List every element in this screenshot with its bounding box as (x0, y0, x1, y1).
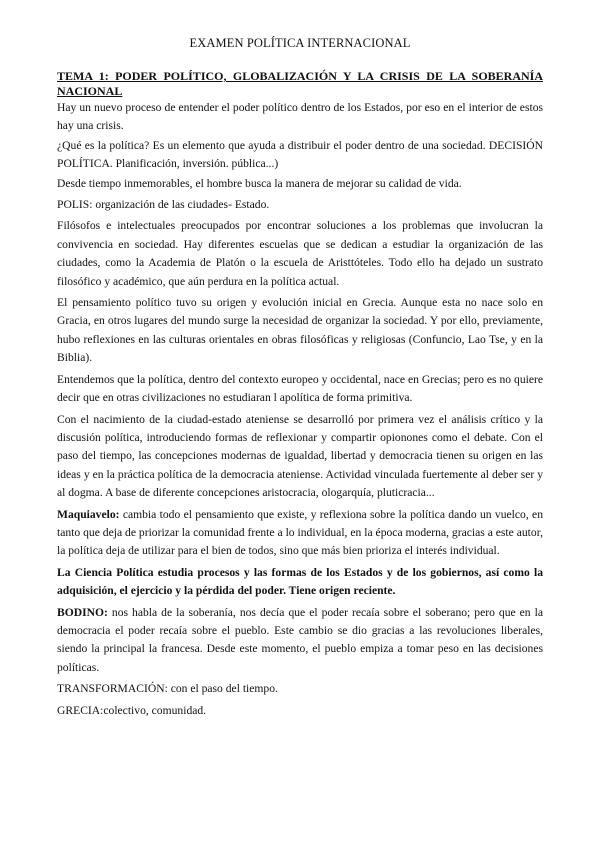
paragraph-text: cambia todo el pensamiento que existe, y reflexiona sobre la política dando un vuelco, en tanto que deja de priorizar la comunidad frente a lo individual, en la época moderna, gracias a este autor, la política deja de utilizar para el bien de todos, sino que más bien prioriza el interés individual. (57, 507, 543, 558)
paragraph (57, 680, 543, 698)
document-body (57, 69, 543, 723)
section-heading: TEMA 1: PODER POLÍTICO, GLOBALIZACIÓN Y LA CRISIS DE LA SOBERANÍA NACIONAL (57, 69, 543, 98)
paragraph-text: Filósofos e intelectuales preocupados por encontrar soluciones a los problemas que involucran la convivencia en sociedad. Hay diferentes escuelas que se dedican a estudiar la organización de las ciudades, como la Academia de Platón o la escuela de Aristtóteles. Todo ello ha dejado un sustrato filosófico y académico, que aún perdura en la política actual. (57, 219, 543, 288)
paragraph-text: ¿Qué es la política? Es un elemento que ayuda a distribuir el poder dentro de una sociedad. DECISIÓN POLÍTICA. Planificación, inversión. pública...) (57, 138, 543, 171)
document-title: EXAMEN POLÍTICA INTERNACIONAL (189, 36, 411, 50)
paragraph (57, 294, 543, 368)
paragraph-maquiavelo (57, 506, 543, 561)
paragraph (57, 137, 543, 174)
paragraph-lead: BODINO: (57, 605, 108, 619)
paragraph-bodino (57, 604, 543, 678)
paragraph-text: Desde tiempo inmemorables, el hombre busca la manera de mejorar su calidad de vida. (57, 176, 462, 190)
paragraph (57, 196, 543, 214)
paragraph-text: GRECIA:colectivo, comunidad. (57, 703, 207, 717)
paragraph-lead: Maquiavelo: (57, 507, 120, 521)
paragraph-ciencia-politica (57, 564, 543, 601)
paragraph-text: POLIS: organización de las ciudades- Estado. (57, 198, 270, 212)
paragraph (57, 702, 543, 720)
paragraph (57, 99, 543, 136)
paragraph-text: El pensamiento político tuvo su origen y evolución inicial en Grecia. Aunque esta no nace solo en Gracia, en otros lugares del mundo surge la necesidad de organizar la sociedad. Y por ello, previamente, hubo reflexiones en las culturas orientales en obras filosóficas y religiosas (Confuncio, Lao Tse, y en la Biblia). (57, 296, 543, 365)
paragraph (57, 175, 543, 193)
paragraph-text: TRANSFORMACIÓN: con el paso del tiempo. (57, 682, 278, 696)
paragraph-text: nos habla de la soberanía, nos decía que el poder recaía sobre el soberano; pero que en la democracia el poder recaía sobre el pueblo. Este cambio se dio gracias a las revoluciones liberales, siendo la principal la francesa. Desde este momento, el pueblo empiza a tomar peso en las decisiones políticas. (57, 605, 543, 674)
paragraph (57, 217, 543, 291)
paragraph (57, 411, 543, 503)
paragraph-text: Entendemos que la política, dentro del contexto europeo y occidental, nace en Grecias; pero es no quiere decir que en otras civilizaciones no estudiaran l apolítica de forma primitiva. (57, 372, 543, 405)
paragraph-text: Con el nacimiento de la ciudad-estado ateniense se desarrolló por primera vez el análisis crítico y la discusión política, introduciendo formas de reflexionar y compartir opionones como el debate. Con el paso del tiempo, las concepciones modernas de igualdad, libertad y democracia tienen su origen en las ideas y en la práctica política de la democracia ateniense. Actividad vinculada fuertemente al deber ser y al dogma. A base de diferente concepciones aristocracia, ologarquía, pluticracia... (57, 412, 543, 500)
paragraph-text: Hay un nuevo proceso de entender el poder político dentro de los Estados, por eso en el interior de estos hay una crisis. (57, 101, 543, 133)
paragraph-text: La Ciencia Política estudia procesos y las formas de los Estados y de los gobiernos, así como la adquisición, el ejercicio y la pérdida del poder. Tiene origen reciente. (57, 565, 543, 598)
paragraph (57, 371, 543, 408)
